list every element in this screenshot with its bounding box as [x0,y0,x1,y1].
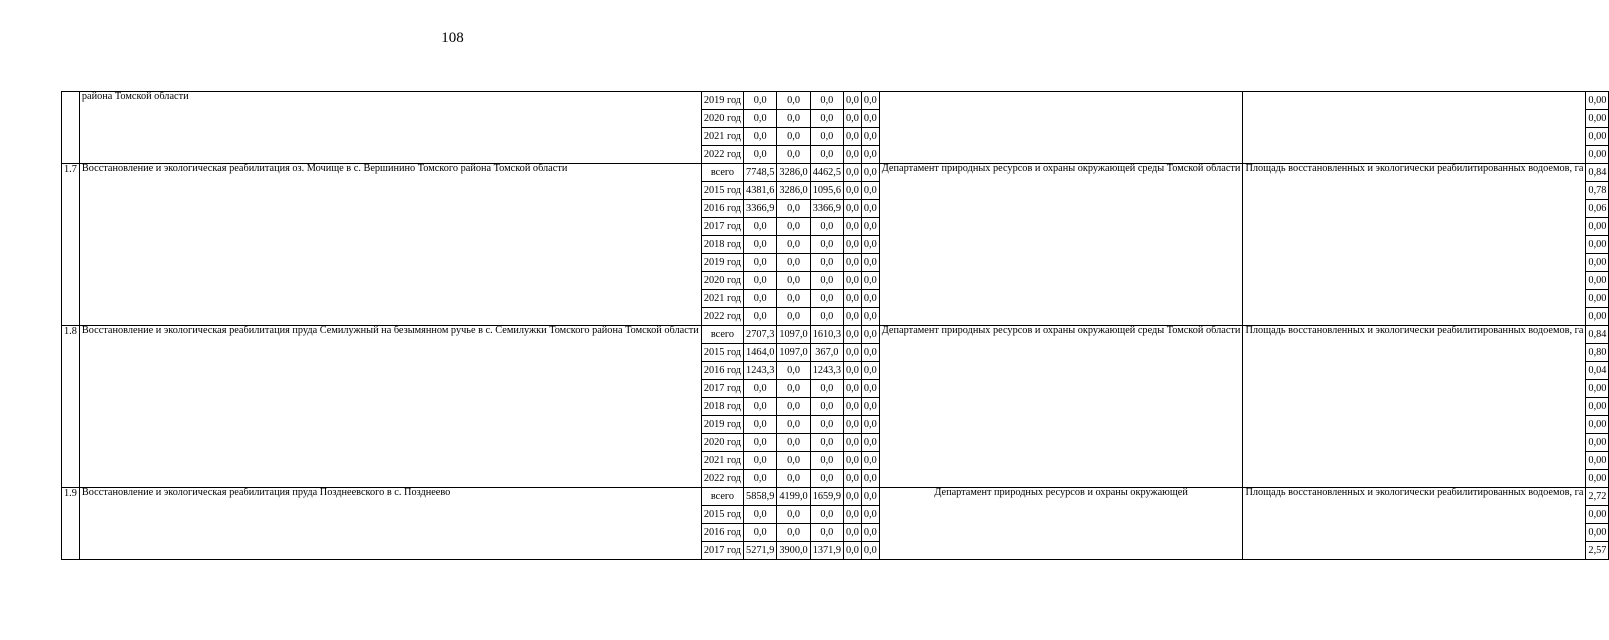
indicator-value-cell: 0,06 [1586,200,1609,218]
amount-cell: 0,0 [810,128,843,146]
indicator-value-cell: 0,80 [1586,344,1609,362]
amount-cell: 0,0 [844,542,862,560]
amount-cell: 0,0 [861,362,879,380]
amount-cell: 0,0 [861,542,879,560]
amount-cell: 7748,5 [744,164,777,182]
amount-cell: 5858,9 [744,488,777,506]
period-cell: 2021 год [701,290,743,308]
amount-cell: 1097,0 [777,344,810,362]
amount-cell: 0,0 [810,290,843,308]
table-body [62,92,1609,560]
amount-cell: 1659,9 [810,488,843,506]
indicator-value-cell: 0,00 [1586,308,1609,326]
amount-cell: 1243,3 [810,362,843,380]
amount-cell: 0,0 [844,110,862,128]
indicator-value-cell: 2,57 [1586,542,1609,560]
amount-cell: 0,0 [777,380,810,398]
amount-cell: 0,0 [777,506,810,524]
amount-cell: 0,0 [844,506,862,524]
item-name: района Томской области [79,92,701,164]
amount-cell: 0,0 [744,380,777,398]
amount-cell: 0,0 [844,326,862,344]
amount-cell: 0,0 [744,290,777,308]
indicator-value-cell: 0,00 [1586,236,1609,254]
item-index: 1.7 [62,164,80,326]
amount-cell: 3366,9 [744,200,777,218]
amount-cell: 0,0 [861,344,879,362]
amount-cell: 0,0 [861,488,879,506]
amount-cell: 0,0 [844,146,862,164]
indicator-value-cell: 0,00 [1586,416,1609,434]
amount-cell: 0,0 [844,524,862,542]
amount-cell: 0,0 [844,218,862,236]
amount-cell: 0,0 [777,272,810,290]
amount-cell: 0,0 [861,506,879,524]
amount-cell: 0,0 [861,164,879,182]
amount-cell: 0,0 [744,254,777,272]
indicator-value-cell: 0,00 [1586,452,1609,470]
period-cell: 2015 год [701,506,743,524]
amount-cell: 4199,0 [777,488,810,506]
amount-cell: 0,0 [810,470,843,488]
period-cell: 2021 год [701,452,743,470]
period-cell: 2019 год [701,92,743,110]
amount-cell: 3286,0 [777,182,810,200]
period-cell: всего [701,488,743,506]
amount-cell: 0,0 [861,272,879,290]
amount-cell: 0,0 [844,344,862,362]
amount-cell: 0,0 [744,128,777,146]
amount-cell: 0,0 [777,524,810,542]
amount-cell: 0,0 [844,308,862,326]
item-name: Восстановление и экологическая реабилитация оз. Мочище в с. Вершинино Томского района Томской области [79,164,701,326]
amount-cell: 0,0 [844,92,862,110]
amount-cell: 0,0 [744,470,777,488]
amount-cell: 0,0 [777,398,810,416]
period-cell: 2019 год [701,254,743,272]
indicator-cell: Площадь восстановленных и экологически реабилитированных водоемов, га [1243,488,1586,560]
indicator-value-cell: 0,00 [1586,146,1609,164]
amount-cell: 0,0 [744,218,777,236]
amount-cell: 0,0 [844,200,862,218]
indicator-value-cell: 0,00 [1586,272,1609,290]
amount-cell: 0,0 [861,254,879,272]
amount-cell: 0,0 [777,434,810,452]
indicator-value-cell: 0,00 [1586,110,1609,128]
period-cell: 2022 год [701,470,743,488]
period-cell: 2015 год [701,344,743,362]
period-cell: 2017 год [701,542,743,560]
amount-cell: 0,0 [777,470,810,488]
amount-cell: 0,0 [861,290,879,308]
amount-cell: 0,0 [810,110,843,128]
table-row [62,488,1609,506]
amount-cell: 0,0 [810,218,843,236]
indicator-value-cell: 0,84 [1586,164,1609,182]
period-cell: 2015 год [701,182,743,200]
indicator-value-cell: 0,84 [1586,326,1609,344]
amount-cell: 0,0 [810,416,843,434]
amount-cell: 0,0 [861,380,879,398]
amount-cell: 1097,0 [777,326,810,344]
period-cell: 2020 год [701,434,743,452]
amount-cell: 0,0 [861,398,879,416]
amount-cell: 0,0 [744,524,777,542]
period-cell: 2018 год [701,236,743,254]
period-cell: 2021 год [701,128,743,146]
amount-cell: 2707,3 [744,326,777,344]
amount-cell: 0,0 [777,308,810,326]
department-cell [879,92,1243,164]
indicator-value-cell: 0,00 [1586,506,1609,524]
amount-cell: 0,0 [744,146,777,164]
amount-cell: 0,0 [844,128,862,146]
amount-cell: 0,0 [777,200,810,218]
amount-cell: 0,0 [777,128,810,146]
amount-cell: 0,0 [744,506,777,524]
amount-cell: 0,0 [777,290,810,308]
amount-cell: 4381,6 [744,182,777,200]
amount-cell: 0,0 [861,236,879,254]
amount-cell: 0,0 [744,236,777,254]
period-cell: 2016 год [701,200,743,218]
indicator-value-cell: 0,78 [1586,182,1609,200]
amount-cell: 367,0 [810,344,843,362]
page-number: 108 [441,30,464,46]
table-row [62,326,1609,344]
amount-cell: 0,0 [777,110,810,128]
amount-cell: 0,0 [861,128,879,146]
amount-cell: 0,0 [744,92,777,110]
amount-cell: 1371,9 [810,542,843,560]
amount-cell: 0,0 [844,182,862,200]
indicator-value-cell: 0,00 [1586,434,1609,452]
amount-cell: 0,0 [744,434,777,452]
amount-cell: 0,0 [844,488,862,506]
program-table [61,91,1609,560]
amount-cell: 0,0 [777,362,810,380]
department-cell: Департамент природных ресурсов и охраны окружающей [879,488,1243,560]
amount-cell: 0,0 [861,92,879,110]
period-cell: 2018 год [701,398,743,416]
indicator-value-cell: 0,00 [1586,254,1609,272]
amount-cell: 0,0 [861,200,879,218]
amount-cell: 0,0 [810,308,843,326]
amount-cell: 0,0 [810,236,843,254]
indicator-value-cell: 0,00 [1586,92,1609,110]
amount-cell: 0,0 [861,524,879,542]
amount-cell: 0,0 [744,398,777,416]
amount-cell: 0,0 [744,110,777,128]
table-row [62,164,1609,182]
amount-cell: 0,0 [844,416,862,434]
amount-cell: 0,0 [810,506,843,524]
amount-cell: 0,0 [861,308,879,326]
amount-cell: 1464,0 [744,344,777,362]
period-cell: 2020 год [701,272,743,290]
amount-cell: 4462,5 [810,164,843,182]
amount-cell: 1610,3 [810,326,843,344]
indicator-value-cell: 0,00 [1586,470,1609,488]
amount-cell: 3900,0 [777,542,810,560]
amount-cell: 0,0 [810,380,843,398]
amount-cell: 0,0 [810,524,843,542]
amount-cell: 3366,9 [810,200,843,218]
item-name: Восстановление и экологическая реабилитация пруда Позднеевского в с. Позднеево [79,488,701,560]
item-name: Восстановление и экологическая реабилитация пруда Семилужный на безымянном ручье в с. Семилужки Томского района Томской области [79,326,701,488]
amount-cell: 3286,0 [777,164,810,182]
amount-cell: 0,0 [777,452,810,470]
amount-cell: 0,0 [861,434,879,452]
amount-cell: 0,0 [777,218,810,236]
amount-cell: 0,0 [844,470,862,488]
amount-cell: 0,0 [810,146,843,164]
amount-cell: 0,0 [844,398,862,416]
period-cell: 2017 год [701,218,743,236]
amount-cell: 0,0 [861,182,879,200]
department-cell: Департамент природных ресурсов и охраны окружающей среды Томской области [879,326,1243,488]
amount-cell: 0,0 [861,470,879,488]
period-cell: всего [701,326,743,344]
table-row [62,92,1609,110]
indicator-value-cell: 2,72 [1586,488,1609,506]
indicator-cell: Площадь восстановленных и экологически реабилитированных водоемов, га [1243,164,1586,326]
department-cell: Департамент природных ресурсов и охраны окружающей среды Томской области [879,164,1243,326]
amount-cell: 0,0 [844,290,862,308]
indicator-value-cell: 0,00 [1586,398,1609,416]
amount-cell: 1243,3 [744,362,777,380]
period-cell: всего [701,164,743,182]
period-cell: 2019 год [701,416,743,434]
period-cell: 2022 год [701,308,743,326]
item-index: 1.9 [62,488,80,560]
indicator-value-cell: 0,00 [1586,524,1609,542]
amount-cell: 0,0 [861,416,879,434]
amount-cell: 0,0 [777,254,810,272]
period-cell: 2022 год [701,146,743,164]
amount-cell: 0,0 [844,164,862,182]
amount-cell: 0,0 [744,452,777,470]
amount-cell: 0,0 [777,236,810,254]
period-cell: 2017 год [701,380,743,398]
amount-cell: 0,0 [861,326,879,344]
amount-cell: 0,0 [861,146,879,164]
amount-cell: 0,0 [844,362,862,380]
amount-cell: 0,0 [810,272,843,290]
amount-cell: 0,0 [810,398,843,416]
amount-cell: 5271,9 [744,542,777,560]
amount-cell: 0,0 [844,272,862,290]
item-index [62,92,80,164]
amount-cell: 0,0 [861,452,879,470]
indicator-cell [1243,92,1586,164]
indicator-value-cell: 0,04 [1586,362,1609,380]
indicator-value-cell: 0,00 [1586,290,1609,308]
amount-cell: 0,0 [810,92,843,110]
amount-cell: 0,0 [810,452,843,470]
period-cell: 2020 год [701,110,743,128]
amount-cell: 0,0 [744,308,777,326]
amount-cell: 0,0 [844,254,862,272]
amount-cell: 0,0 [744,272,777,290]
amount-cell: 0,0 [810,434,843,452]
item-index: 1.8 [62,326,80,488]
amount-cell: 0,0 [861,110,879,128]
amount-cell: 0,0 [861,218,879,236]
amount-cell: 0,0 [810,254,843,272]
amount-cell: 0,0 [777,146,810,164]
amount-cell: 0,0 [777,92,810,110]
indicator-value-cell: 0,00 [1586,128,1609,146]
amount-cell: 0,0 [844,434,862,452]
amount-cell: 0,0 [844,452,862,470]
indicator-value-cell: 0,00 [1586,380,1609,398]
amount-cell: 0,0 [777,416,810,434]
amount-cell: 1095,6 [810,182,843,200]
amount-cell: 0,0 [844,380,862,398]
amount-cell: 0,0 [844,236,862,254]
period-cell: 2016 год [701,524,743,542]
amount-cell: 0,0 [744,416,777,434]
indicator-value-cell: 0,00 [1586,218,1609,236]
indicator-cell: Площадь восстановленных и экологически реабилитированных водоемов, га [1243,326,1586,488]
period-cell: 2016 год [701,362,743,380]
